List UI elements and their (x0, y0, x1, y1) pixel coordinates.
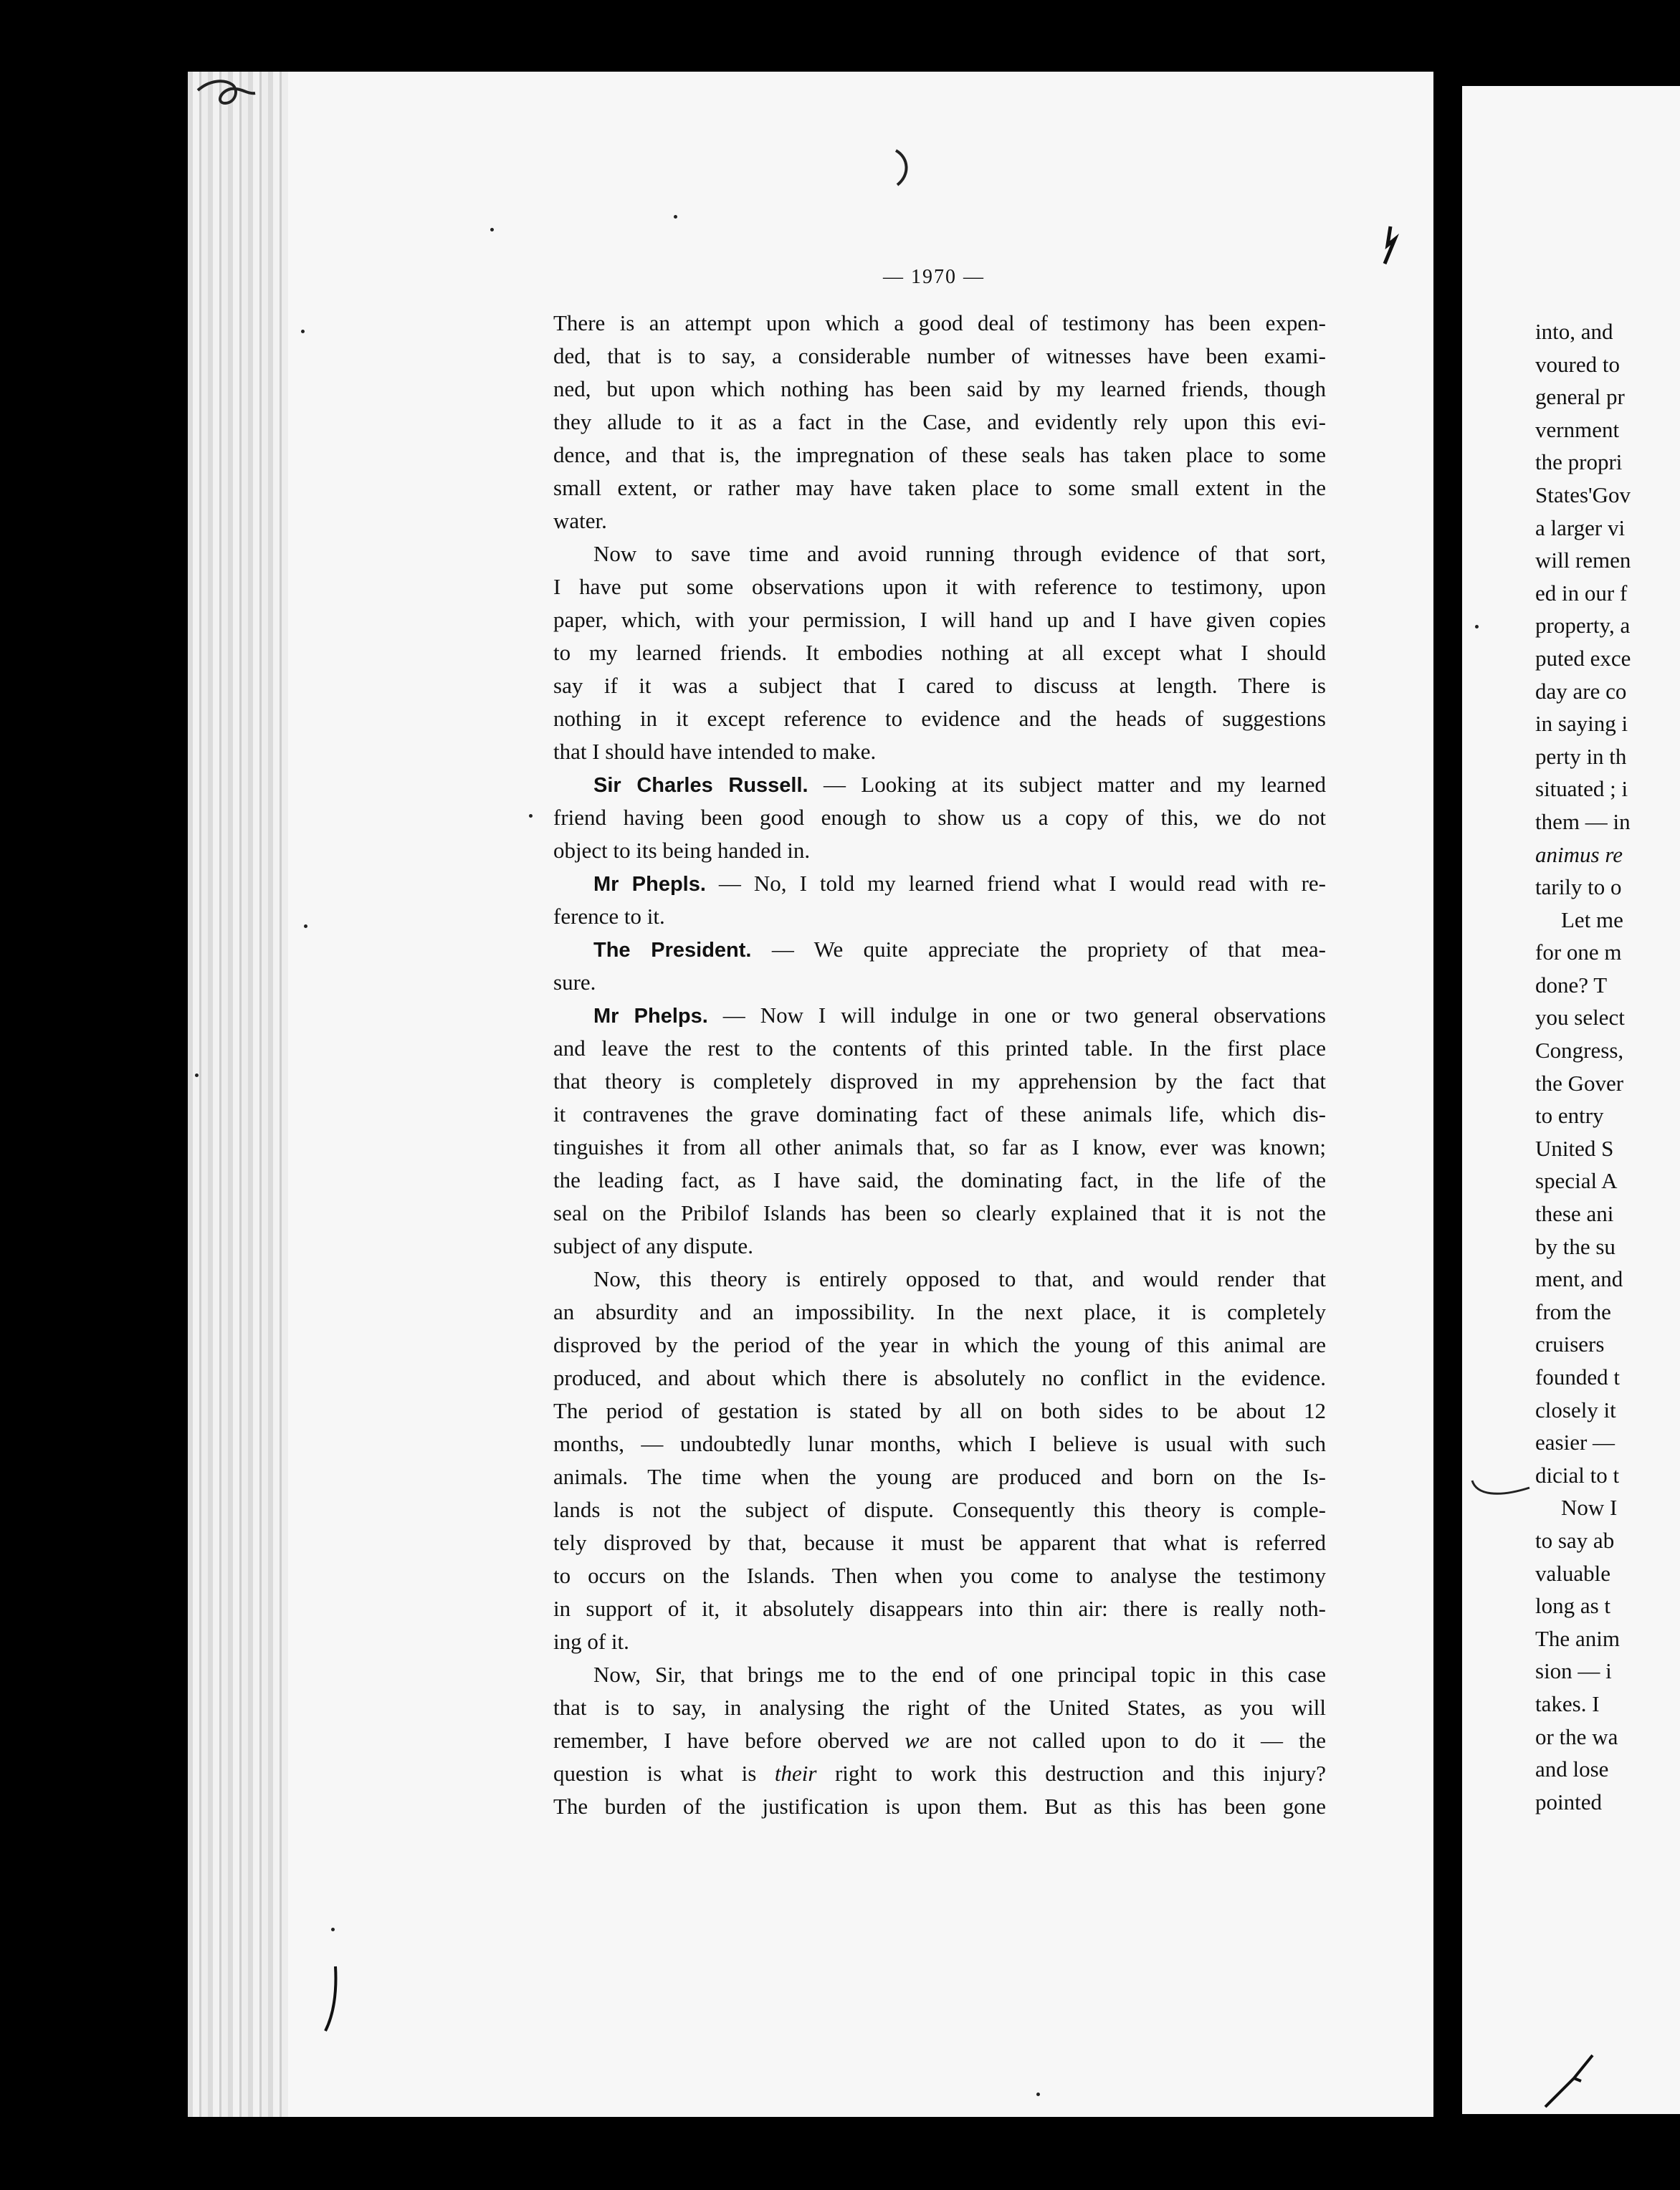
book-gutter (1433, 64, 1462, 2136)
text-line: and lose (1535, 1756, 1609, 1782)
text-line: ned, but upon which nothing has been said by my learned friends, though (553, 376, 1326, 401)
text-line: to occurs on the Islands. Then when you come to analyse the testimony (553, 1563, 1326, 1588)
text-line: or the wa (1535, 1723, 1618, 1749)
text-line: small extent, or rather may have taken place to some small extent in the (553, 475, 1326, 500)
text-line: Now, Sir, that brings me to the end of one principal topic in this case (593, 1662, 1326, 1687)
text-fragment: remember, I have before oberved (553, 1728, 905, 1753)
text-line: nothing in it except reference to evidence and the heads of suggestions (553, 706, 1326, 731)
text-line: founded t (1535, 1364, 1620, 1390)
text-fragment: question is what is (553, 1761, 775, 1786)
text-line: a larger vi (1535, 515, 1626, 540)
text-line: the Gover (1535, 1070, 1624, 1096)
speaker-name: The President. (593, 939, 752, 962)
page-number: — 1970 — (883, 266, 985, 288)
text-line: for one m (1535, 939, 1622, 965)
text-line: United S (1535, 1135, 1614, 1161)
text-line: into, and (1535, 319, 1613, 344)
text-line: disproved by the period of the year in which the young of this animal are (553, 1332, 1326, 1357)
text-line: sure. (553, 970, 596, 995)
text-line (553, 1757, 1326, 1790)
text-line: it contravenes the grave dominating fact of these animals life, which dis- (553, 1101, 1326, 1127)
text-line: they allude to it as a fact in the Case, and evidently rely upon this evi- (553, 409, 1326, 434)
text-line: you select (1535, 1005, 1625, 1031)
text-line: property, a (1535, 613, 1631, 639)
text-line: these ani (1535, 1201, 1614, 1227)
text-line: long as t (1535, 1593, 1611, 1619)
text-line: that is to say, in analysing the right of the United States, as you will (553, 1695, 1326, 1720)
text-line: to my learned friends. It embodies nothing at all except what I should (553, 640, 1326, 665)
scan-mark-paren (889, 148, 917, 191)
text-line: done? T (1535, 972, 1608, 998)
right-column-text (1535, 315, 1680, 1818)
left-column-text (553, 307, 1326, 1823)
text-line: dence, and that is, the impregnation of these seals has taken place to some (553, 442, 1326, 467)
text-line: Congress, (1535, 1038, 1624, 1063)
scan-mark-pointer (1531, 2050, 1595, 2114)
text-line: ment, and (1535, 1266, 1623, 1292)
text-line: friend having been good enough to show us a copy of this, we do not (553, 805, 1326, 830)
text-line: pointed (1535, 1789, 1602, 1814)
text-line: to entry (1535, 1103, 1604, 1129)
text-line: States'Gov (1535, 482, 1631, 507)
text-line: the leading fact, as I have said, the dominating fact, in the life of the (553, 1167, 1326, 1192)
text-line: produced, and about which there is absolutely no conflict in the evidence. (553, 1365, 1326, 1390)
text-line: that theory is completely disproved in my apprehension by the fact that (553, 1068, 1326, 1094)
text-fragment: — Looking at its subject matter and my learned (808, 772, 1326, 797)
text-line: There is an attempt upon which a good deal of testimony has been expen- (553, 310, 1326, 335)
text-line: tinguishes it from all other animals that, so far as I know, ever was known; (553, 1134, 1326, 1159)
text-line: that I should have intended to make. (553, 739, 877, 764)
text-line (553, 999, 1326, 1032)
text-line (553, 768, 1326, 801)
text-line: water. (553, 508, 607, 533)
text-line: animals. The time when the young are produced and born on the Is- (553, 1464, 1326, 1489)
scan-mark-top-left (195, 75, 259, 118)
text-line: takes. I (1535, 1691, 1600, 1716)
text-fragment: — Now I will indulge in one or two general observations (707, 1003, 1326, 1028)
text-line: Now I (1561, 1495, 1618, 1521)
text-fragment: — No, I told my learned friend what I would read with re- (705, 871, 1326, 896)
text-line: easier — (1535, 1430, 1615, 1455)
text-line: will remen (1535, 548, 1631, 573)
text-line: dicial to t (1535, 1462, 1620, 1488)
text-line: valuable (1535, 1560, 1611, 1586)
text-line: paper, which, with your permission, I will hand up and I have given copies (553, 607, 1326, 632)
text-line: lands is not the subject of dispute. Consequently this theory is comple- (553, 1497, 1326, 1522)
text-line: in saying i (1535, 711, 1628, 737)
text-line: an absurdity and an impossibility. In the next place, it is completely (553, 1299, 1326, 1324)
text-line: I have put some observations upon it with reference to testimony, upon (553, 574, 1326, 599)
italic-word: their (774, 1761, 817, 1786)
text-line: puted exce (1535, 645, 1631, 671)
text-line: and leave the rest to the contents of this printed table. In the first place (553, 1036, 1326, 1061)
text-line: The burden of the justification is upon them. But as this has been gone (553, 1794, 1326, 1819)
text-line: The period of gestation is stated by all on both sides to be about 12 (553, 1398, 1326, 1423)
text-line: in support of it, it absolutely disappears into thin air: there is really noth- (553, 1596, 1326, 1621)
text-line: general pr (1535, 384, 1625, 410)
text-line: day are co (1535, 678, 1627, 704)
text-line: them — in (1535, 808, 1631, 834)
italic-word: we (905, 1728, 930, 1753)
text-line: by the su (1535, 1233, 1615, 1259)
text-line: Now, this theory is entirely opposed to that, and would render that (593, 1266, 1326, 1291)
text-line: ed in our f (1535, 580, 1628, 606)
text-line: subject of any dispute. (553, 1233, 753, 1258)
text-line: ference to it. (553, 904, 665, 929)
text-line: the propri (1535, 449, 1623, 475)
text-line: tarily to o (1535, 874, 1622, 900)
text-line: from the (1535, 1299, 1611, 1324)
text-line: seal on the Pribilof Islands has been so clearly explained that it is not the (553, 1200, 1326, 1225)
page-edge-stripes (188, 72, 288, 2117)
text-line (553, 1724, 1326, 1757)
text-line: tely disproved by that, because it must be apparent that what is referred (553, 1530, 1326, 1555)
text-line: animus re (1535, 841, 1623, 867)
text-line: object to its being handed in. (553, 838, 811, 863)
text-line: ded, that is to say, a considerable number of witnesses have been exami- (553, 343, 1326, 368)
text-fragment: are not called upon to do it — the (929, 1728, 1326, 1753)
text-line: situated ; i (1535, 776, 1628, 802)
scan-mark-left-bottom (321, 1964, 343, 2035)
text-line: to say ab (1535, 1527, 1615, 1553)
text-line: Now to save time and avoid running through evidence of that sort, (593, 541, 1326, 566)
speaker-name: Mr Phepls. (593, 873, 706, 896)
text-line: sion — i (1535, 1658, 1612, 1684)
text-line: perty in th (1535, 743, 1627, 769)
text-line: The anim (1535, 1625, 1620, 1651)
text-fragment: — We quite appreciate the propriety of that mea- (751, 937, 1327, 962)
text-line: Let me (1561, 907, 1623, 932)
scan-mark-bracket (1469, 1476, 1534, 1505)
speaker-name: Mr Phelps. (593, 1005, 708, 1028)
text-line (553, 867, 1326, 900)
text-line: special A (1535, 1168, 1618, 1194)
text-line: closely it (1535, 1397, 1616, 1422)
scan-mark-right-top (1378, 224, 1402, 267)
text-line: voured to (1535, 351, 1620, 377)
text-line (553, 933, 1326, 966)
speaker-name: Sir Charles Russell. (593, 774, 808, 797)
text-line: cruisers (1535, 1331, 1605, 1357)
text-line: ing of it. (553, 1629, 629, 1654)
text-line: vernment (1535, 416, 1620, 442)
text-line: say if it was a subject that I cared to discuss at length. There is (553, 673, 1326, 698)
text-line: months, — undoubtedly lunar months, which I believe is usual with such (553, 1431, 1326, 1456)
text-fragment: right to work this destruction and this injury? (816, 1761, 1327, 1786)
